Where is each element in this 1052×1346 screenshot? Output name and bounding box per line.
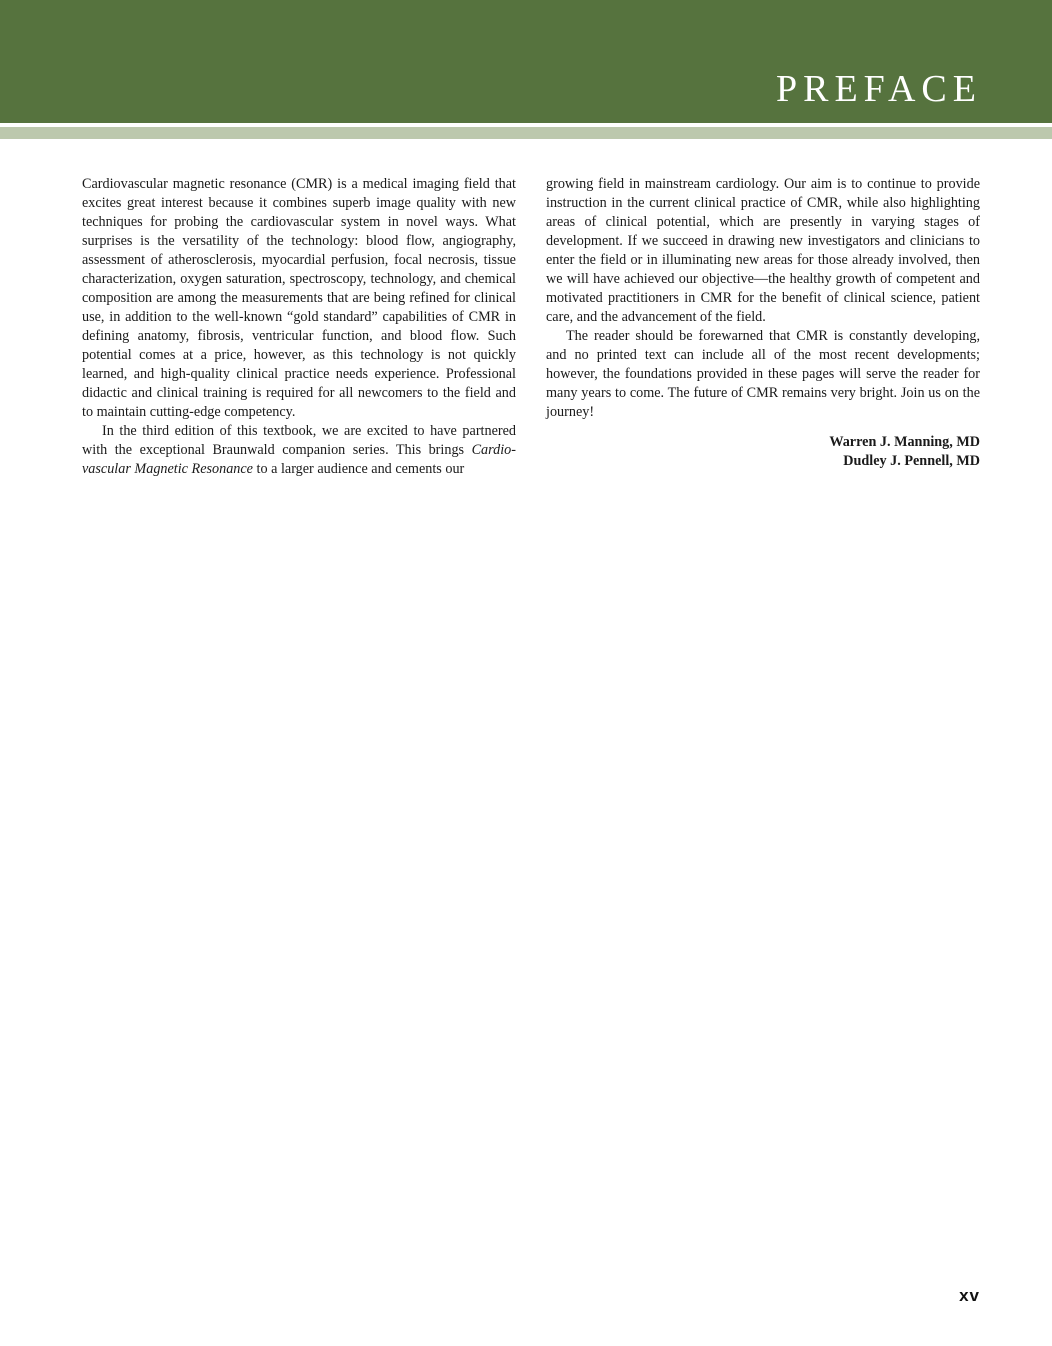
page-title: PREFACE — [775, 68, 982, 110]
paragraph: growing field in mainstream cardiology. Our aim is to continue to provide instruction in the current clinical practice of CMR, while also highlighting areas of clinical potential, which are presently in varying stages of development. If we succeed in drawing new investigators and clinicians to enter the field or in illuminating new areas for those already involved, then we will have achieved our objective—the healthy growth of competent and motivated practitioners in CMR for the benefit of clinical science, patient care, and the advancement of the field. — [546, 176, 980, 325]
right-column — [546, 175, 980, 471]
paragraph: Cardiovascular magnetic resonance (CMR) is a medical imaging field that excites great interest because it combines superb image quality with new techniques for probing the cardiovascular system in novel ways. What surprises is the versatility of the technology: blood flow, angiography, assessment of atherosclerosis, myocardial perfusion, focal necrosis, tissue characterization, oxygen saturation, spectroscopy, technology, and chemical composition are among the measurements that are being refined for clinical use, in addition to the well-known “gold standard” capabilities of CMR in defining anatomy, fibrosis, ventricular function, and blood flow. Such potential comes at a price, however, as this technology is not quickly learned, and high-quality clinical practice needs experience. Professional didactic and clinical training is required for all newcomers to the field and to maintain cutting-edge competency. — [82, 176, 516, 420]
author-signature: Dudley J. Pennell, MD — [843, 453, 980, 469]
paragraph — [82, 422, 516, 479]
book-title: Cardiovascular Magnetic Resonance — [82, 442, 516, 477]
paragraph: The reader should be forewarned that CMR is constantly developing, and no printed text can include all of the most recent developments; however, the foundations provided in these pages will serve the reader for many years to come. The future of CMR remains very bright. Join us on the journey! — [546, 328, 980, 420]
left-column — [82, 175, 516, 479]
page-number: xv — [959, 1286, 980, 1305]
paragraph-text: In the third edition of this textbook, we are excited to have partnered with the exceptional Braunwald companion series. This brings — [82, 423, 516, 458]
header-bar — [0, 0, 1052, 123]
header-rule — [0, 127, 1052, 139]
signature-block — [546, 433, 980, 471]
author-signature: Warren J. Manning, MD — [829, 434, 980, 450]
paragraph-text: to a larger audience and cements our — [252, 461, 465, 477]
